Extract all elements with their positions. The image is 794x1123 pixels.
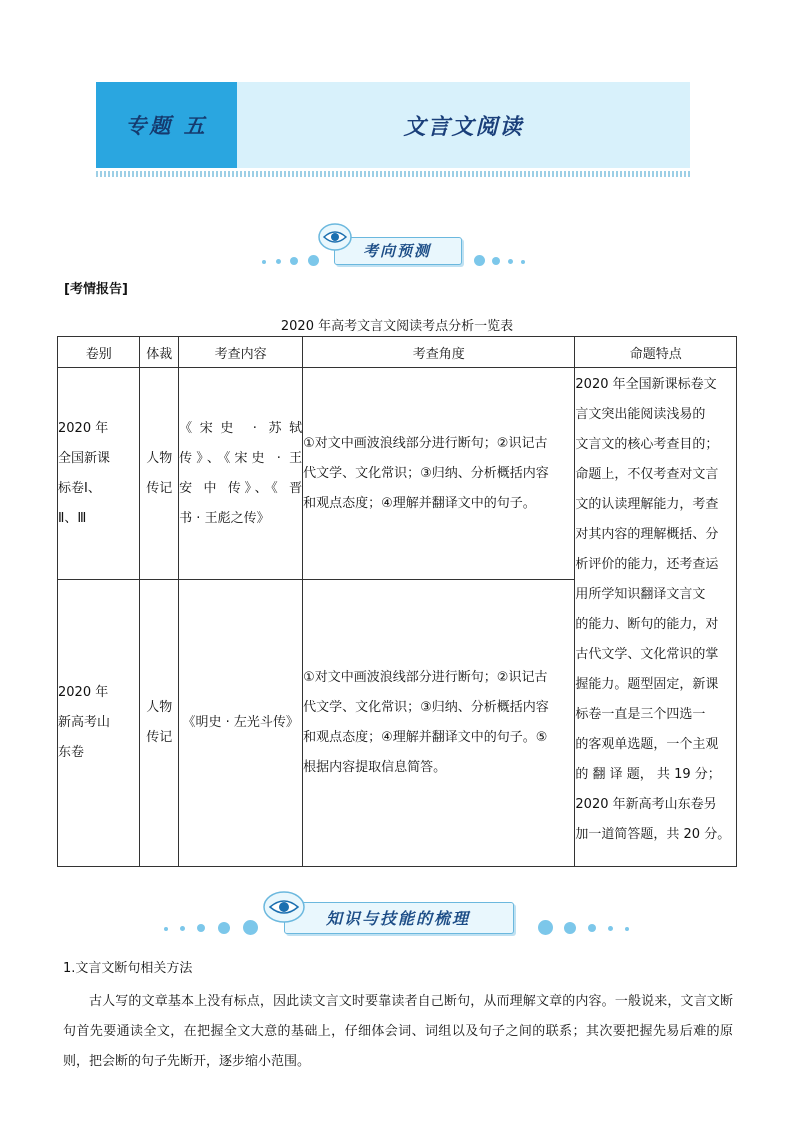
- decor-dot: [492, 257, 500, 265]
- cell-line: 古代文学、文化常识的掌: [575, 647, 719, 662]
- analysis-table: [57, 336, 737, 867]
- paper-cell: [58, 580, 140, 867]
- cell-line: 新高考山: [58, 715, 111, 730]
- decor-dot: [508, 259, 513, 264]
- decor-dot: [197, 924, 205, 932]
- cell-line: 代文学、文化常识；③归纳、分析概括内容: [303, 700, 549, 715]
- cell-line: 文言文的核心考查目的；: [575, 437, 719, 452]
- cell-line: 2020 年新高考山东卷另: [575, 797, 717, 812]
- cell-line: ①对文中画波浪线部分进行断句；②识记古: [303, 670, 548, 685]
- eye-icon: [262, 890, 306, 924]
- cell-line: 传记: [146, 480, 173, 496]
- decor-dot: [625, 927, 629, 931]
- section-title-forecast: 考向预测: [362, 241, 431, 260]
- angle-cell: [303, 368, 575, 580]
- cell-line: 东卷: [58, 745, 85, 760]
- topic-banner: [96, 82, 690, 168]
- cell-line: 全国新课: [58, 450, 111, 466]
- angle-cell: [303, 580, 575, 867]
- decor-dot: [474, 255, 485, 266]
- topic-title: 文言文阅读: [403, 113, 524, 140]
- cell-line: 对其内容的理解概括、分: [575, 527, 719, 542]
- cell-line: 的客观单选题，一个主观: [575, 737, 719, 752]
- cell-line: 代文学、文化常识；③归纳、分析概括内容: [303, 465, 549, 481]
- decor-dot: [308, 255, 319, 266]
- genre-cell: [140, 368, 179, 580]
- col-header: 卷别: [58, 337, 140, 368]
- col-header: 考查角度: [303, 337, 575, 368]
- cell-line: 传记: [146, 730, 173, 745]
- feature-cell: [575, 368, 737, 867]
- cell-line: 《宋史 · 苏轼: [179, 420, 303, 436]
- banner-divider: [96, 171, 690, 177]
- cell-line: ①对文中画波浪线部分进行断句；②识记古: [303, 435, 548, 451]
- table-row: [58, 368, 737, 580]
- decor-dot: [588, 924, 596, 932]
- cell-line: 人物: [146, 700, 173, 715]
- cell-line: 的能力、断句的能力，对: [575, 617, 719, 632]
- cell-line: 2020 年: [58, 685, 109, 700]
- cell-line: 传》、《宋史 · 王: [179, 450, 303, 466]
- decor-dot: [262, 260, 266, 264]
- decor-dot: [243, 920, 258, 935]
- table-caption: 2020 年高考文言文阅读考点分析一览表: [280, 319, 514, 334]
- decor-dot: [608, 926, 613, 931]
- cell-line: 加一道简答题，共 20 分。: [575, 827, 731, 842]
- section-heading: 1.文言文断句相关方法: [63, 961, 193, 976]
- cell-line: 人物: [146, 450, 173, 466]
- cell-line: 标卷一直是三个四选一: [575, 707, 706, 722]
- decor-dot: [180, 926, 185, 931]
- cell-line: 标卷Ⅰ、: [58, 480, 101, 496]
- genre-cell: [140, 580, 179, 867]
- cell-line: 根据内容提取信息简答。: [303, 760, 447, 775]
- col-header: 考查内容: [179, 337, 303, 368]
- cell-line: 文的认读理解能力，考查: [575, 497, 719, 512]
- col-header: 体裁: [140, 337, 179, 368]
- body-paragraph: 古人写的文章基本上没有标点，因此读文言文时要靠读者自己断句，从而理解文章的内容。一般说来，文言文断句首先要通读全文，在把握全文大意的基础上，仔细体会词、词组以及句子之间的联系；其次要把握先易后难的原则，把会断的句子先断开，逐步缩小范围。: [63, 994, 733, 1069]
- decor-dot: [290, 257, 298, 265]
- cell-line: 书 · 王彪之传》: [179, 510, 270, 526]
- decor-dot: [164, 927, 168, 931]
- decor-dot: [538, 920, 553, 935]
- table-header-row: [58, 337, 737, 368]
- cell-line: 《明史 · 左光斗传》: [182, 715, 299, 730]
- decor-dot: [521, 260, 525, 264]
- paper-cell: [58, 368, 140, 580]
- cell-line: 2020 年全国新课标卷文: [575, 377, 717, 392]
- cell-line: Ⅱ、Ⅲ: [58, 510, 87, 526]
- cell-line: 握能力。题型固定，新课: [575, 677, 719, 692]
- cell-line: 命题上，不仅考查对文言: [575, 467, 719, 482]
- col-header: 命题特点: [575, 337, 737, 368]
- section-title-knowledge: 知识与技能的梳理: [325, 908, 470, 928]
- content-cell: [179, 580, 303, 867]
- content-cell: [179, 368, 303, 580]
- cell-line: 言文突出能阅读浅易的: [575, 407, 706, 422]
- cell-line: 用所学知识翻译文言文: [575, 587, 706, 602]
- report-label: [考情报告]: [64, 282, 128, 297]
- eye-icon: [317, 222, 353, 252]
- cell-line: 和观点态度；④理解并翻译文中的句子。⑤: [303, 730, 548, 745]
- cell-line: 的 翻 译 题， 共 19 分；: [575, 767, 721, 782]
- decor-dot: [564, 922, 576, 934]
- decor-dot: [276, 259, 281, 264]
- cell-line: 2020 年: [58, 420, 109, 436]
- decor-dot: [218, 922, 230, 934]
- cell-line: 析评价的能力，还考查运: [575, 557, 719, 572]
- cell-line: 安 中 传》、《 晋: [179, 480, 303, 496]
- cell-line: 和观点态度；④理解并翻译文中的句子。: [303, 495, 536, 511]
- topic-number: 专题 五: [125, 113, 208, 138]
